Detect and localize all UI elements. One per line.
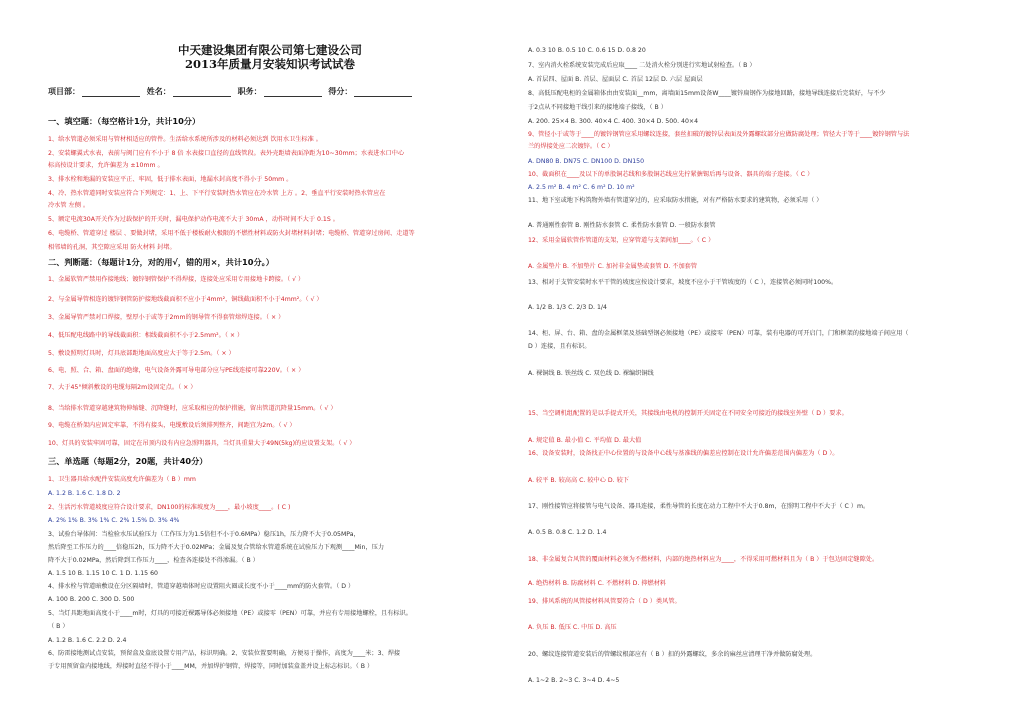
question-line: （ B ）	[48, 623, 69, 630]
question-line: 1、给水管道必须采用与管材相适应的管件。生活给水系统所涉及的材料必须达到 饮用水卫生标准 。	[48, 136, 322, 143]
question-line: A. 100 B. 200 C. 300 D. 500	[48, 596, 135, 603]
question-line: 8、当给排水管道穿越建筑物伸缩缝、沉降缝时，应采取相应的保护措施，留出管道沉降量15mm。（ √ ）	[48, 405, 337, 412]
question-line: A. DN80 B. DN75 C. DN100 D. DN150	[528, 158, 645, 165]
question-line: A. 1.5 10 B. 1.15 10 C. 1 D. 1.15 60	[48, 570, 158, 577]
field-position: 职务：	[237, 87, 262, 96]
question-line: A. 首层四、屋面 B. 首层、屋面层 C. 首层 12层 D. 六层 屋面层	[528, 76, 703, 83]
question-line: 4、冷、热水管道同时安装应符合下列规定：1、上、下平行安装时热水管应在冷水管 上方 。2、垂直平行安装时热水管应在	[48, 190, 386, 197]
question-line: 6、电、照、合、箱、盘面的绝缘，电气设备外露可导电部分应与PE线连接可靠220V。（ × ）	[48, 367, 305, 374]
question-line: 9、管径小于或等于____的镀锌钢管应采用螺纹连接，套丝扣破的镀锌层表面及外露螺纹部分应做防腐处理；管径大于等于____镀锌钢管与法	[528, 131, 910, 138]
question-line: A. 裸铜线 B. 铁丝线 C. 双色线 D. 裸编织铜线	[528, 370, 654, 377]
question-line: 5、额定电流30A开关作为过载保护的开关时，漏电保护动作电流不大于 30mA ，动作时间不大于 0.1S 。	[48, 216, 339, 223]
blank-project[interactable]	[82, 88, 140, 97]
question-line: 1、卫生器具给水配件安装高度允许偏差为（ B ）mm	[48, 476, 196, 483]
right-column	[528, 0, 1008, 724]
question-line: 15、当空调机组配置的是以手提式开关，其接线由电机的控制开关固定在不同安全可接近的接线室外壁（ D ）要求。	[528, 410, 848, 417]
question-line: 相邻墙的孔洞，其空隙应采用 防火材料 封堵。	[48, 244, 176, 251]
question-line: 2、生活污水管道坡度应符合设计要求，DN100的标准坡度为____，最小坡度____。( C )	[48, 504, 291, 511]
question-line: A. 200. 25×4 B. 300. 40×4 C. 400. 30×4 D. 500. 40×4	[528, 118, 699, 125]
question-line: A. 规定值 B. 最小值 C. 平均值 D. 最大值	[528, 437, 642, 444]
question-line: A. 2% 1% B. 3% 1% C. 2% 1.5% D. 3% 4%	[48, 517, 180, 524]
company-title: 中天建设集团有限公司第七建设公司	[178, 43, 362, 57]
question-line: 10、截面积在____及以下的单股铜芯线和多股铜芯线应先拧紧搪锡后再与设备、器具的端子连接。（ C ）	[528, 171, 814, 178]
blank-name[interactable]	[173, 88, 231, 97]
blank-score[interactable]	[354, 88, 412, 97]
question-line: 标高按设计要求，允许偏差为 ±10mm 。	[48, 162, 164, 169]
question-line: 3、排水栓和地漏的安装应平正、牢固，低于排水表面，地漏水封高度不得小于 50mm 。	[48, 176, 293, 183]
question-line: A. 普通刚性套管 B. 刚性防水套管 C. 柔性防水套管 D. 一般防水套管	[528, 222, 716, 229]
question-line: 20、螺纹连接管道安装后的管螺纹根部应有（ B ）扣的外露螺纹，多余的麻丝应清理干净并做防腐处理。	[528, 651, 817, 658]
question-line: 5、敷设照明灯具时，灯具底部距地面高度应大于等于2.5m。（ × ）	[48, 350, 235, 357]
section-heading: 二、判断题：（每题计1分，对的用√，错的用×，共计10分。）	[48, 257, 274, 267]
question-line: 13、相对于支管安装时水平干管的坡度应按设计要求，坡度不应小于干管坡度的（ C ），连接管必须同时100%。	[528, 279, 838, 286]
question-line: A. 负压 B. 低压 C. 中压 D. 高压	[528, 624, 617, 631]
question-line: 5、当灯具距地面高度小于____m时，灯具的可接近裸露导体必须接地（PE）或接零（PEN）可靠，并应有专用接地螺栓，且有标识。	[48, 610, 412, 617]
question-line: A. 0.5 B. 0.8 C. 1.2 D. 1.4	[528, 529, 607, 536]
question-line: A. 1.2 B. 1.6 C. 2.2 D. 2.4	[48, 637, 127, 644]
question-line: A. 1~2 B. 2~3 C. 3~4 D. 4~5	[528, 677, 620, 684]
question-line: 4、排水栓与管道暗敷设在分区隔墙时，管道穿越墙体时应设置阻火圈或长度不小于____mm的防火套管。（ D ）	[48, 583, 355, 590]
question-line: 6、电缆桥、管道穿过 楼层 、要做封堵，采用不低于楼板耐火极限的不燃性材料或防火封堵材料封堵；电缆桥、管道穿过房间、走道等	[48, 230, 415, 237]
question-line: 于专用预留盒内接地线，焊接时直径不得小于____MM，并加焊护钢管，焊接等，同时加装盒盖并设上标志标识。（ B ）	[48, 663, 374, 670]
field-project: 项目部：	[48, 87, 80, 96]
question-line: 2、与金属导管相连的镀锌钢管防护接地线截面积不应小于4mm²，铜线截面积不小于4mm²。（ √ ）	[48, 296, 323, 303]
question-line: A. 1.2 B. 1.6 C. 1.8 D. 2	[48, 490, 121, 497]
question-line: A. 2.5 m² B. 4 m² C. 6 m² D. 10 m²	[528, 184, 635, 191]
question-line: 降不大于0.02MPa，然后降到工作压力____，检查各连接处不得渗漏。（ B ）	[48, 557, 259, 564]
question-line: A. 绝热材料 B. 防腐材料 C. 不燃材料 D. 抑燃材料	[528, 580, 667, 587]
question-line: A. 1/2 B. 1/3 C. 2/3 D. 1/4	[528, 304, 607, 311]
question-line: 17、刚性接管应将接管与电气设备、器具连接，柔性导管的长度在动力工程中不大于0.8m，在照明工程中不大于（ C ）m。	[528, 503, 870, 510]
question-line: 11、地下室或地下构筑物外墙有管道穿过的，应采取防水措施，对有严格防水要求的建筑物，必须采用（ ）	[528, 197, 823, 204]
question-line: 19、排风系统的风管接材料风管要符合（ D ）类风管。	[528, 598, 681, 605]
section-heading: 一、填空题：（每空格计1分，共计10分）	[48, 116, 201, 126]
question-line: 18、非金属复合风管的覆面材料必须为不燃材料，内部的绝热材料应为____，不得采用可燃材料且为（ B ）于包边固定缝隙处。	[528, 556, 879, 563]
question-line: 3、金属导管严禁对口焊接，壁厚小于或等于2mm的钢导管不得套管熔焊连接。（ × ）	[48, 314, 285, 321]
student-info-row	[48, 86, 416, 97]
question-line: 7、大于45°倾斜敷设的电缆每隔2m设固定点。（ × ）	[48, 384, 197, 391]
question-line: 1、金属软管严禁用作接地线；镀锌钢管保护不得焊接，连接处应采用专用接地卡跨接。（ √ ）	[48, 276, 305, 283]
field-name: 姓名：	[146, 87, 171, 96]
question-line: 于2点从不同接地干线引来的接地端子接线，（ B ）	[528, 104, 667, 111]
question-line: A. 0.3 10 B. 0.5 10 C. 0.6 15 D. 0.8 20	[528, 47, 646, 54]
question-line: 2、安装螺翼式水表，表前与阀门应有不小于 8 倍 水表接口直径的直线管段。表外壳距墙表面净距为10~30mm；水表进水口中心	[48, 150, 405, 157]
question-line: 4、低压配电线路中的导线截面积：相线截面积不小于2.5mm²。（ × ）	[48, 332, 244, 339]
blank-position[interactable]	[264, 88, 322, 97]
question-line: 9、电缆在桥架内应固定牢靠，不得有接头，电缆敷设后须排列整齐，间距宜为2m。（ √ ）	[48, 422, 296, 429]
question-line: 10、灯具的安装牢固可靠，固定在吊顶内设有内应急照明器具，当灯具重量大于49N(5kg)的应设置支架。（ √ ）	[48, 440, 356, 447]
field-score: 得分：	[328, 87, 353, 96]
question-line: 7、室内消火栓系统安装完成后应取____ 二处消火栓分别进行实地试射检查。（ B ）	[528, 62, 756, 69]
exam-title: 2013年质量月安装知识考试试卷	[184, 57, 355, 71]
question-line: 3、试验台导体间：当检验水压试验压力（工作压力为1.5倍但不小于0.6MPa）稳压1h，压力降不大于0.05MPa，	[48, 531, 360, 538]
question-line: 然后降至工作压力的____倍稳压2h，压力降不大于0.02MPa；金属及复合管给水管道系统在试验压力下观测____Min，压力	[48, 544, 385, 551]
question-line: 8、高低压配电柜的金属箱体由由安装面__mm，离墙面15mm设备W____镀锌扁钢作为接地回路，接地导线连接后完装好，与不少	[528, 90, 886, 97]
question-line: 14、柜、屏、台、箱、盘的金属框架及基础型钢必须接地（PE）或接零（PEN）可靠，装有电器的可开启门，门和框架的接地端子间应用（	[528, 330, 909, 337]
question-line: D ）连接，且有标识。	[528, 343, 591, 350]
question-line: A. 金属垫片 B. 不加垫片 C. 加衬非金属垫或套管 D. 不加套管	[528, 263, 698, 270]
question-line: 16、设备安装时，设备找正中心位置的与设备中心线与基准线的偏差应控制在设计允许偏差范围内偏差为（ D ）。	[528, 450, 839, 457]
section-heading: 三、单选题（每题2分，20题，共计40分）	[48, 456, 208, 466]
question-line: 兰的焊接处应二次镀锌。（ C ）	[528, 143, 614, 150]
question-line: 12、采用金属软管作管道的支架，应穿管道与支架间加____。（ C ）	[528, 237, 715, 244]
left-column	[40, 0, 518, 724]
question-line: 6、防雷接地测试点安装，预留盒及盒底设置专用产品，标识明确。2、安装位置要明确，方便易于操作，高度为____米；3、焊接	[48, 650, 401, 657]
question-line: A. 较平 B. 较高高 C. 较中心 D. 较下	[528, 477, 629, 484]
question-line: 冷水管 左侧 。	[48, 202, 90, 209]
